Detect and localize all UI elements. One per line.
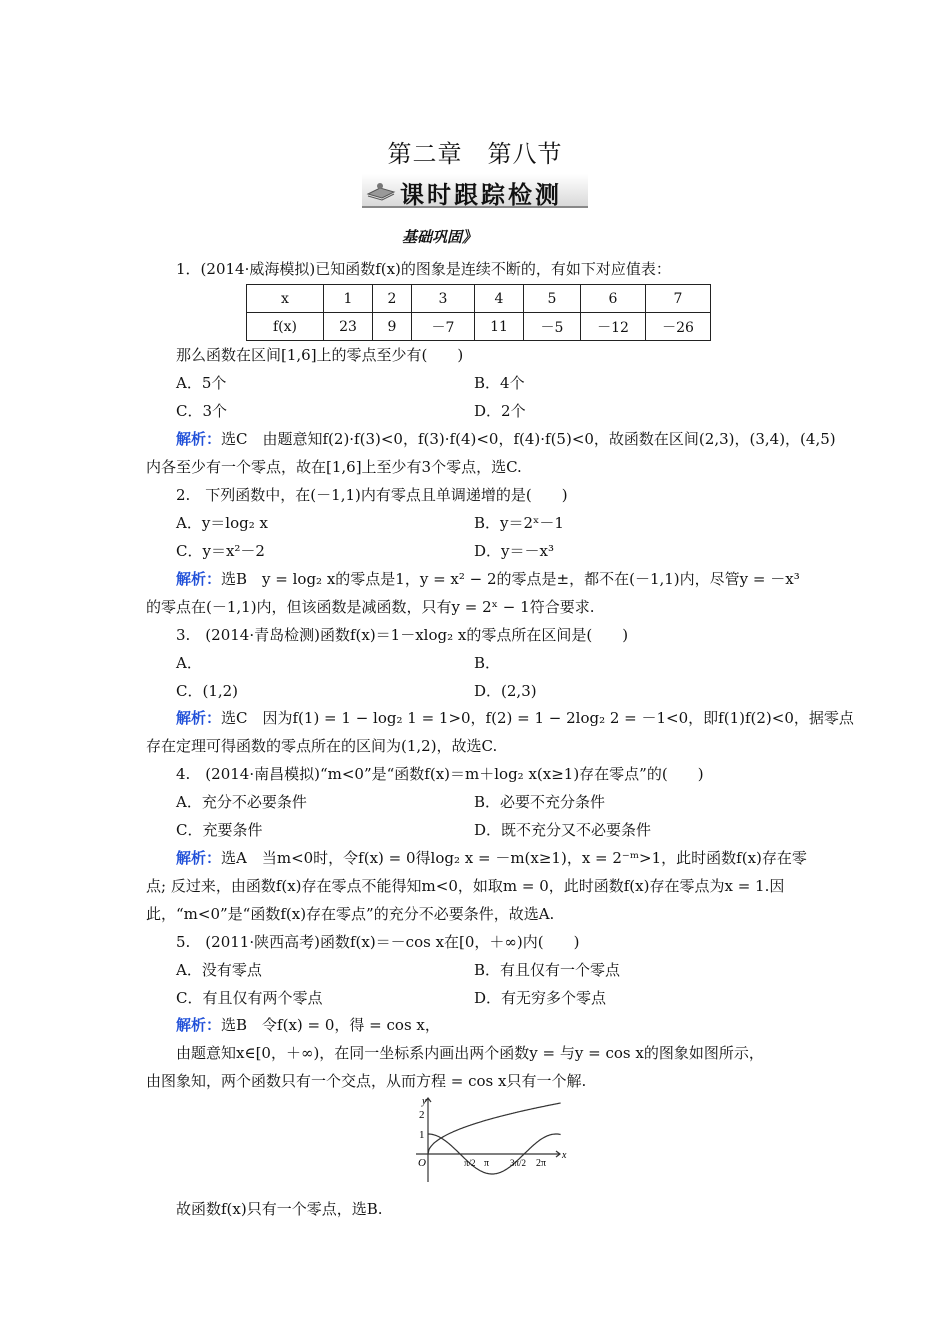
table-cell: 5 [524, 285, 581, 313]
y-tick-label: 2 [419, 1109, 425, 1121]
x-tick-label: 2π [536, 1158, 547, 1169]
answer-label: 解析： [176, 570, 222, 588]
question-4-stem: 4. (2014·南昌模拟)“m<0”是“函数f(x)＝m＋log₂ x(x≥1)存在零点”的( ) [176, 765, 704, 783]
table-row [247, 313, 711, 341]
option-a: A．5个 [176, 374, 227, 392]
cosine-sqrt-graph [412, 1094, 572, 1186]
question-3-stem: 3. (2014·青岛检测)函数f(x)＝1－xlog₂ x的零点所在区间是( ) [176, 626, 629, 644]
option-c: C．有且仅有两个零点 [176, 989, 323, 1007]
table-cell: 9 [373, 313, 412, 341]
table-cell: 6 [581, 285, 646, 313]
answer-text: 选C 由题意知f(2)·f(3)<0，f(3)·f(4)<0，f(4)·f(5)<0，故函数在区间(2,3)，(3,4)，(4,5) [221, 430, 836, 448]
option-d: D．2个 [474, 402, 526, 420]
answer-4-line-2: 点; 反过来，由函数f(x)存在零点不能得知m<0，如取m = 0，此时函数f(x)存在零点为x = 1.因 [146, 877, 785, 895]
y-tick-label: 1 [419, 1129, 425, 1141]
table-cell: 4 [475, 285, 524, 313]
option-b: B．4个 [474, 374, 525, 392]
answer-2-line-2: 的零点在(－1,1)内，但该函数是减函数，只有y = 2ˣ − 1符合要求. [146, 598, 595, 616]
table-cell: x [247, 285, 324, 313]
answer-text: 选B 令f(x) = 0，得 = cos x， [221, 1016, 440, 1034]
answer-1-line-2: 内各至少有一个零点，故在[1,6]上至少有3个零点，选C. [146, 458, 522, 476]
question-5-stem: 5. (2011·陕西高考)函数f(x)＝－cos x在[0，＋∞)内( ) [176, 933, 580, 951]
table-row [247, 285, 711, 313]
table-cell: 7 [646, 285, 711, 313]
y-axis-label: y [422, 1096, 427, 1107]
table-cell: 11 [475, 313, 524, 341]
option-d: D．y＝－x³ [474, 542, 554, 560]
answer-4-line-1 [176, 847, 807, 868]
answer-label: 解析： [176, 849, 222, 867]
option-a: A．没有零点 [176, 961, 262, 979]
question-1-stem: 1．(2014·威海模拟)已知函数f(x)的图象是连续不断的，有如下对应值表： [176, 260, 671, 278]
option-c: C．(1,2) [176, 682, 239, 700]
answer-3-line-2: 存在定理可得函数的零点所在的区间为(1,2)，故选C. [146, 737, 498, 755]
table-cell: 23 [324, 313, 373, 341]
option-a: A． [176, 654, 202, 672]
answer-1-line-1 [176, 428, 836, 449]
x-tick-label: 3π/2 [510, 1158, 527, 1168]
table-cell: 2 [373, 285, 412, 313]
option-a: A．y＝log₂ x [176, 514, 268, 532]
sqrt-curve [428, 1103, 561, 1154]
option-b: B．必要不充分条件 [474, 793, 606, 811]
answer-text: 选C 因为f(1) = 1 − log₂ 1 = 1>0，f(2) = 1 − 2log₂ 2 = －1<0，即f(1)f(2)<0，据零点 [221, 709, 854, 727]
table-cell: －5 [524, 313, 581, 341]
answer-5-line-3: 由图象知，两个函数只有一个交点，从而方程 = cos x只有一个解. [146, 1072, 587, 1090]
answer-5-line-1 [176, 1014, 440, 1035]
x-tick-label: π [484, 1158, 490, 1169]
answer-5-line-2: 由题意知x∈[0，＋∞)，在同一坐标系内画出两个函数y = 与y = cos x的图象如图所示， [176, 1044, 764, 1062]
answer-label: 解析： [176, 709, 222, 727]
table-cell: f(x) [247, 313, 324, 341]
answer-2-line-1 [176, 568, 800, 589]
answer-text: 选A 当m<0时，令f(x) = 0得log₂ x = －m(x≥1)，x = 2⁻ᵐ>1，此时函数f(x)存在零 [221, 849, 807, 867]
table-cell: －26 [646, 313, 711, 341]
table-cell: －12 [581, 313, 646, 341]
table-cell: －7 [412, 313, 475, 341]
x-tick-label: π/2 [464, 1158, 476, 1168]
section-heading: 基础巩固》 [402, 228, 478, 246]
banner [362, 174, 588, 209]
option-b: B． [474, 654, 501, 672]
option-c: C．y＝x²－2 [176, 542, 265, 560]
option-b: B．y＝2ˣ－1 [474, 514, 564, 532]
option-c: C．3个 [176, 402, 228, 420]
answer-label: 解析： [176, 430, 222, 448]
question-2-stem: 2. 下列函数中，在(－1,1)内有零点且单调递增的是( ) [176, 486, 568, 504]
answer-text: 选B y = log₂ x的零点是1，y = x² − 2的零点是±，都不在(－1,1)内，尽管y = －x³ [221, 570, 800, 588]
answer-label: 解析： [176, 1016, 222, 1034]
option-b: B．有且仅有一个零点 [474, 961, 621, 979]
option-d: D．既不充分又不必要条件 [474, 821, 652, 839]
question-1-ask: 那么函数在区间[1,6]上的零点至少有( ) [176, 346, 464, 364]
origin-label: O [418, 1157, 426, 1169]
option-d: D．(2,3) [474, 682, 537, 700]
answer-3-line-1 [176, 707, 854, 728]
book-icon [366, 180, 396, 202]
value-table [246, 284, 711, 341]
page-title: 第二章 第八节 [387, 140, 563, 168]
x-axis-label: x [562, 1150, 567, 1161]
option-a: A．充分不必要条件 [176, 793, 307, 811]
option-d: D．有无穷多个零点 [474, 989, 607, 1007]
table-cell: 3 [412, 285, 475, 313]
table-cell: 1 [324, 285, 373, 313]
answer-4-line-3: 此，“m<0”是“函数f(x)存在零点”的充分不必要条件，故选A. [146, 905, 555, 923]
answer-5-line-4: 故函数f(x)只有一个零点，选B. [176, 1200, 383, 1218]
option-c: C．充要条件 [176, 821, 263, 839]
banner-title: 课时跟踪检测 [400, 181, 562, 209]
